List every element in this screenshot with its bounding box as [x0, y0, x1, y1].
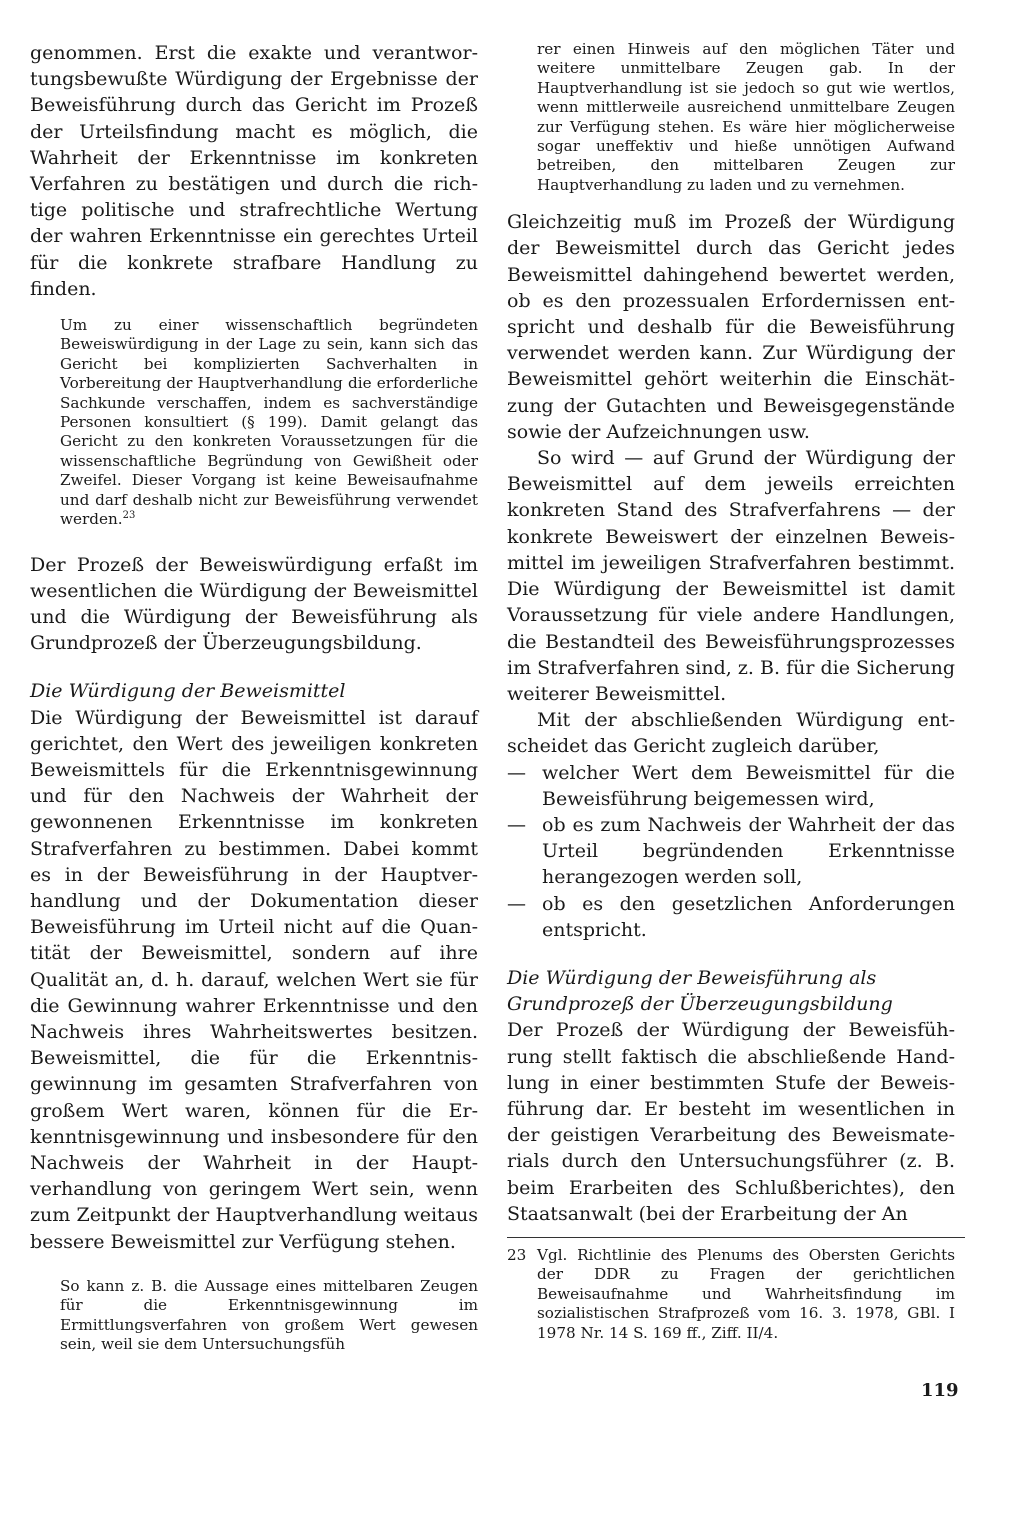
right-column: [507, 40, 955, 1343]
paragraph-abschliessende-wuerdigung: Mit der abschließenden Würdigung entscheidet das Gericht zugleich darüber,: [507, 709, 955, 758]
list-dash: —: [507, 813, 526, 836]
paragraph-prozess-beweiswuerdigung: Der Prozeß der Beweiswürdigung erfaßt im wesentlichen die Würdigung der Beweismittel und die Würdigung der Beweisführung als Grundprozeß der Überzeugungsbildung.: [30, 553, 478, 655]
footnote-divider: [507, 1237, 965, 1238]
footnote-reference: 23: [122, 510, 136, 522]
page-number: 119: [921, 1380, 959, 1401]
list-dash: —: [507, 761, 526, 784]
footnote-text: Vgl. Richtlinie des Plenums des Obersten Gerichts der DDR zu Fragen der gerichtlichen Beweisaufnahme und Wahrheitsfindung im sozialistischen Strafprozeß vom 16. 3. 1978, GBl. I 1978 Nr. 14 S. 169 ff., Ziff. II/4.: [537, 1245, 955, 1342]
left-column: [30, 40, 478, 1354]
list-item: — ob es zum Nachweis der Wahrheit der das Urteil begründenden Erkenntnisse herangezogen werden soll,: [507, 813, 955, 889]
list-item: — ob es den gesetzlichen Anforderungen entspricht.: [507, 892, 955, 941]
section-heading-beweisfuehrung: Die Würdigung der Beweisführung als Grundprozeß der Überzeugungsbildung: [507, 966, 893, 1016]
small-example-continuation: rer einen Hinweis auf den möglichen Täter und weitere unmittelbare Zeugen gab. In der Hauptverhandlung ist sie jedoch so gut wie wertlos, wenn mittlerweile ausreichend unmittelbare Zeugen zur Verfügung stehen. Es wäre hier möglicherweise sogar uneffektiv und hieße unnötigen Aufwand betreiben, den mittelbaren Zeugen zur Hauptverhandlung zu laden und zu vernehmen.: [537, 40, 955, 194]
paragraph-wuerdigung-beweisfuehrung: Der Prozeß der Würdigung der Beweisführung stellt faktisch die abschließende Handlung in einer bestimmten Stufe der Beweisführung dar. Er besteht im wesentlichen in der geistigen Verarbeitung des Beweismaterials durch den Untersuchungsführer (z. B. beim Erarbeiten des Schlußberichtes), den Staatsanwalt (bei der Erarbeitung der An: [507, 1019, 955, 1225]
footnote-23: [507, 1246, 955, 1343]
paragraph-gleichzeitig: Gleichzeitig muß im Prozeß der Würdigung der Beweismittel durch das Gericht jedes Beweismittel dahingehend bewertet werden, ob es den prozessualen Erfordernissen entspricht und deshalb für die Beweisführung verwendet werden kann. Zur Würdigung der Beweismittel gehört weiterhin die Einschätzung der Gutachten und Beweisgegenstände sowie der Aufzeichnungen usw.: [507, 211, 955, 443]
paragraph-wuerdigung-beweismittel: Die Würdigung der Beweismittel ist darauf gerichtet, den Wert des jeweiligen konkreten Beweismittels für die Erkenntnisgewinnung und für den Nachweis der Wahrheit der gewonnenen Erkenntnisse im konkreten Strafverfahren zu bestimmen. Dabei kommt es in der Beweisführung in der Hauptverhandlung und der Dokumentation dieser Beweisführung im Urteil nicht auf die Quantität der Beweismittel, sondern auf ihre Qualität an, d. h. darauf, welchen Wert sie für die Gewinnung wahrer Erkenntnisse und den Nachweis ihres Wahrheitswertes besitzen. Beweismittel, die für die Erkenntnisgewinnung im gesamten Strafverfahren von großem Wert waren, können für die Erkenntnisgewinnung und insbesondere für den Nachweis der Wahrheit in der Hauptverhandlung von geringem Wert sein, wenn zum Zeitpunkt der Hauptverhandlung weitaus bessere Beweismittel zur Verfügung stehen.: [30, 706, 478, 1253]
footnote-number: 23: [507, 1245, 527, 1264]
decision-list: [507, 760, 955, 943]
section-heading-beweismittel: Die Würdigung der Beweismittel: [30, 680, 346, 703]
list-dash: —: [507, 892, 526, 915]
list-item: — welcher Wert dem Beweismittel für die Beweisführung beigemessen wird,: [507, 761, 955, 810]
small-note-sachverstaendige: [30, 316, 478, 529]
paragraph-continuation: genommen. Erst die exakte und verantwortungsbewußte Würdigung der Ergebnisse der Beweisführung durch das Gericht im Prozeß der Urteilsfindung macht es möglich, die Wahrheit der Erkenntnisse im konkreten Verfahren zu bestätigen und durch die richtige politische und strafrechtliche Wertung der wahren Erkenntnisse ein gerechtes Urteil für die konkrete strafbare Handlung zu finden.: [30, 42, 478, 300]
small-note-text: Um zu einer wissenschaftlich begründeten Beweiswürdigung in der Lage zu sein, kann sich das Gericht bei komplizierten Sachverhalten in Vorbereitung der Hauptverhandlung die erforderliche Sachkunde verschaffen, indem es sachverständige Personen konsultiert (§ 199). Damit gelangt das Gericht zu den konkreten Voraussetzungen für die wissenschaftliche Begründung von Gewißheit oder Zweifel. Dieser Vorgang ist keine Beweisaufnahme und darf deshalb nicht zur Beweisführung verwendet werden.: [60, 316, 478, 529]
paragraph-so-wird: So wird — auf Grund der Würdigung der Beweismittel auf dem jeweils erreichten konkreten Stand des Strafverfahrens — der konkrete Beweiswert der einzelnen Beweismittel im jeweiligen Strafverfahren bestimmt. Die Würdigung der Beweismittel ist damit Voraussetzung für viele andere Handlungen, die Bestandteil des Beweisführungsprozesses im Strafverfahren sind, z. B. für die Sicherung weiterer Beweismittel.: [507, 447, 955, 705]
small-example-mittelbarer-zeuge: So kann z. B. die Aussage eines mittelbaren Zeugen für die Erkenntnisgewinnung im Ermittlungsverfahren von großem Wert gewesen sein, weil sie dem Untersuchungsfüh: [60, 1276, 478, 1353]
